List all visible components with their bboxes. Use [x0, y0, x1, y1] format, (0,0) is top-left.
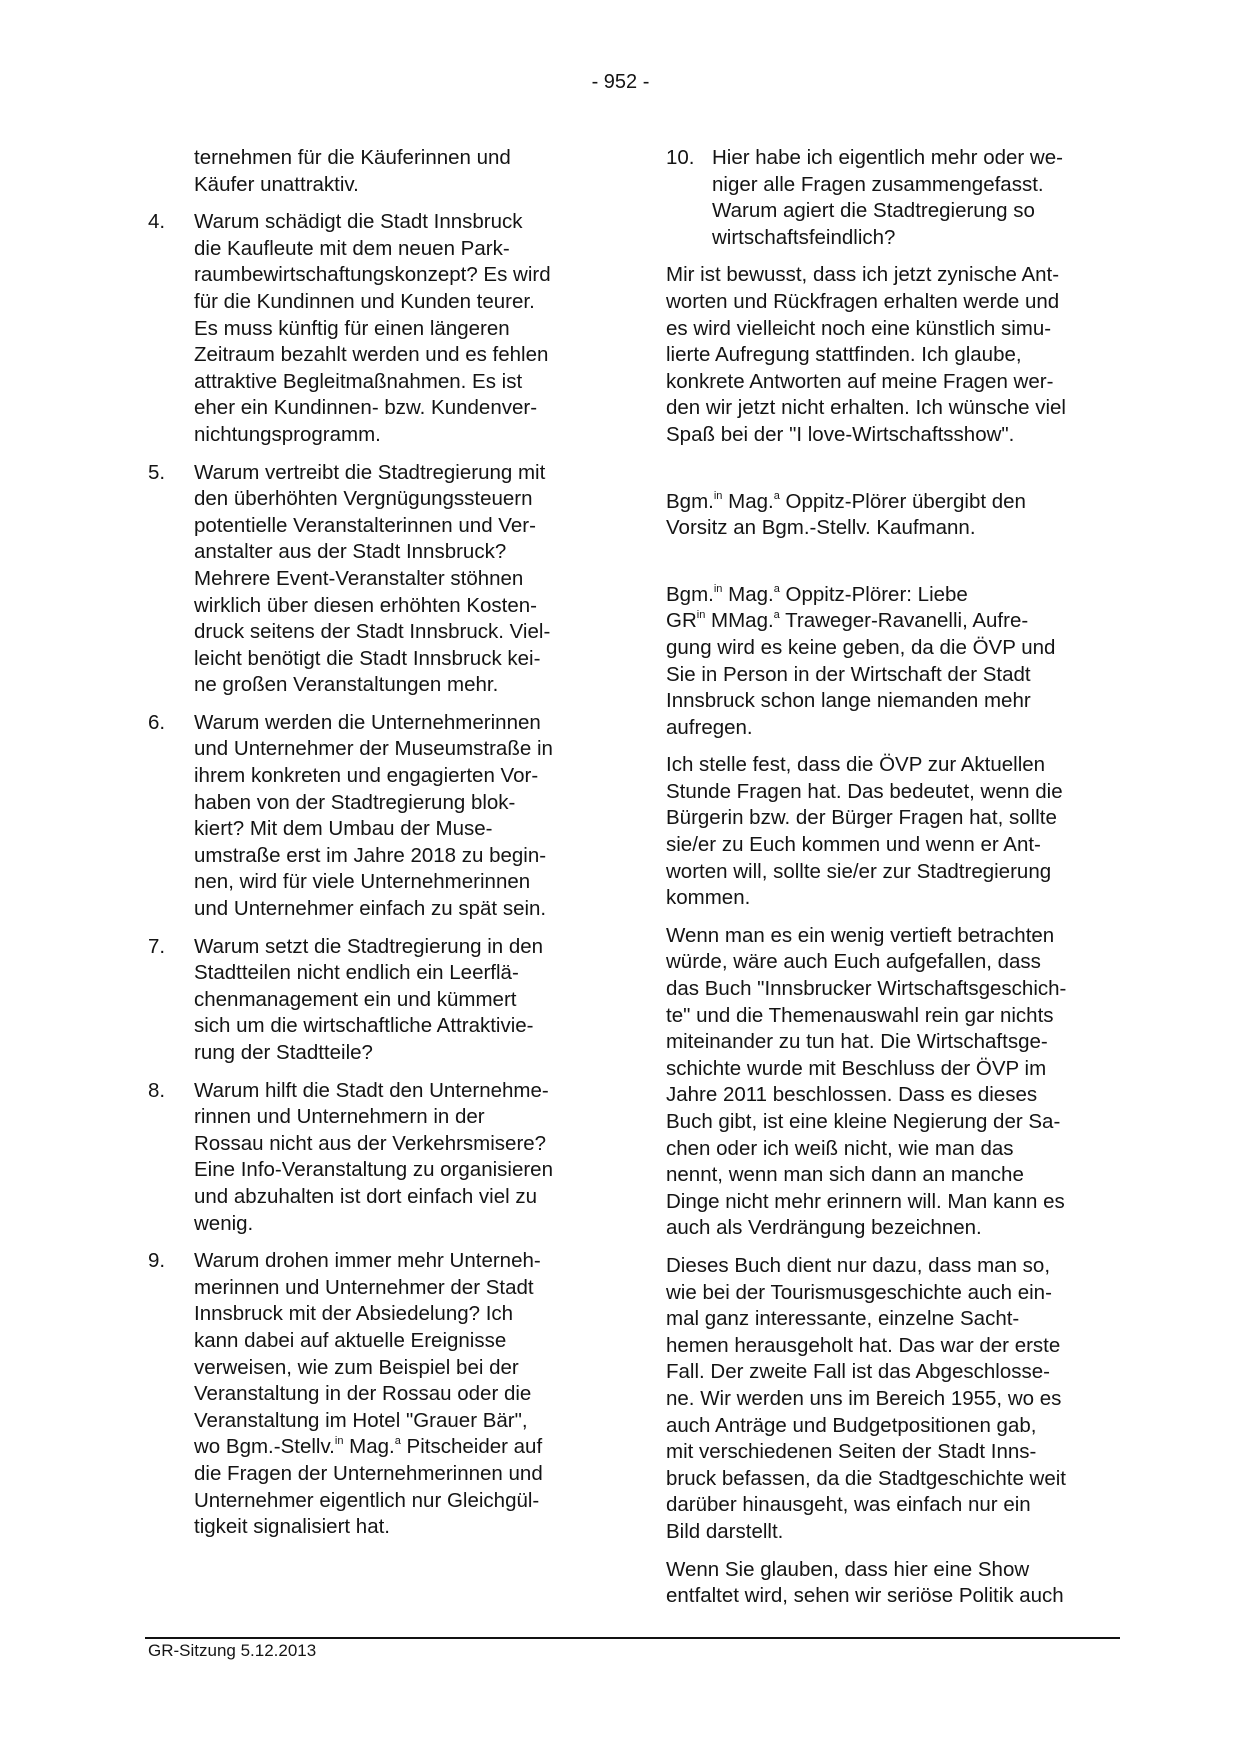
paragraph [666, 1557, 1126, 1610]
text-fragment: wo Bgm.-Stellv. [194, 1435, 335, 1459]
text-line-with-titles [666, 489, 1126, 516]
left-column [148, 145, 608, 1552]
item-number: 9. [148, 1249, 166, 1273]
paragraph [666, 752, 1126, 912]
item-number: 5. [148, 460, 166, 484]
item-number: 10. [666, 146, 695, 169]
text-line: worten will, sollte sie/er zur Stadtregierung [666, 859, 1052, 883]
item-number: 8. [148, 1078, 166, 1102]
paragraph-closing-remark [666, 262, 1126, 448]
text-line: wirklich über diesen erhöhten Kosten- [194, 593, 537, 617]
text-line: Veranstaltung im Hotel "Grauer Bär", [194, 1408, 528, 1432]
text-line: Dieses Buch dient nur dazu, dass man so, [666, 1253, 1051, 1277]
text-line: wie bei der Tourismusgeschichte auch ein- [666, 1280, 1052, 1304]
text-line: anstalter aus der Stadt Innsbruck? [194, 540, 507, 564]
text-line: Warum vertreibt die Stadtregierung mit [194, 460, 546, 484]
text-line: rinnen und Unternehmern in der [194, 1105, 485, 1129]
text-line: Bürgerin bzw. der Bürger Fragen hat, sollte [666, 806, 1057, 830]
item-number: 6. [148, 710, 166, 734]
text-line: nennt, wenn man sich dann an manche [666, 1163, 1024, 1187]
title-superscript: a [773, 489, 780, 502]
text-line: Warum agiert die Stadtregierung so [712, 199, 1035, 223]
paragraph [666, 1253, 1126, 1546]
text-fragment: Mag. [722, 582, 774, 606]
text-line: te" und die Themenauswahl rein gar nichts [666, 1003, 1054, 1027]
text-line: die Fragen der Unternehmerinnen und [194, 1461, 543, 1485]
text-line: Stadtteilen nicht endlich ein Leerflä- [194, 961, 519, 985]
text-line: eher ein Kundinnen- bzw. Kundenver- [194, 396, 538, 420]
text-line: bruck befassen, da die Stadtgeschichte weit [666, 1466, 1066, 1490]
text-line: leicht benötigt die Stadt Innsbruck kei- [194, 646, 541, 670]
text-line: und Unternehmer der Museumstraße in [194, 737, 553, 761]
text-line: Veranstaltung in der Rossau oder die [194, 1382, 532, 1406]
text-line: gung wird es keine geben, da die ÖVP und [666, 635, 1056, 659]
page-number: - 952 - [591, 71, 650, 93]
text-line: Hier habe ich eigentlich mehr oder we- [712, 146, 1063, 169]
text-line: haben von der Stadtregierung blok- [194, 790, 516, 814]
list-item-6 [148, 710, 608, 923]
text-line: umstraße erst im Jahre 2018 zu begin- [194, 843, 547, 867]
text-line: verweisen, wie zum Beispiel bei der [194, 1355, 519, 1379]
text-line: entfaltet wird, sehen wir seriöse Politik auch [666, 1584, 1064, 1608]
text-line: ternehmen für die Käuferinnen und [194, 146, 511, 169]
text-line: Vorsitz an Bgm.-Stellv. Kaufmann. [666, 516, 976, 540]
footer-session-date: GR-Sitzung 5.12.2013 [148, 1641, 317, 1660]
text-fragment: Mag. [343, 1435, 395, 1459]
text-line: miteinander zu tun hat. Die Wirtschaftsge- [666, 1030, 1048, 1054]
title-superscript: in [334, 1435, 344, 1448]
text-line: Dinge nicht mehr erinnern will. Man kann es [666, 1189, 1065, 1213]
title-superscript: a [773, 582, 780, 595]
text-fragment: Bgm. [666, 582, 714, 606]
text-line: merinnen und Unternehmer der Stadt [194, 1275, 534, 1299]
text-fragment: Oppitz-Plörer übergibt den [779, 489, 1026, 513]
speaker-line [666, 582, 1126, 609]
title-superscript: a [394, 1435, 401, 1448]
text-line: Eine Info-Veranstaltung zu organisieren [194, 1158, 553, 1182]
text-line: Mir ist bewusst, dass ich jetzt zynische Ant- [666, 263, 1060, 287]
text-fragment: Mag. [722, 489, 774, 513]
text-line: rung der Stadtteile? [194, 1041, 373, 1064]
text-line: chenmanagement ein und kümmert [194, 987, 517, 1011]
text-fragment: MMag. [705, 609, 774, 633]
list-item-10 [666, 145, 1126, 251]
text-line: raumbewirtschaftungskonzept? Es wird [194, 263, 551, 287]
text-line: auch Anträge und Budgetpositionen gab, [666, 1413, 1037, 1437]
text-line: Fall. Der zweite Fall ist das Abgeschlosse- [666, 1360, 1050, 1384]
right-column [666, 145, 1126, 1621]
text-line: potentielle Veranstalterinnen und Ver- [194, 513, 536, 537]
text-line: Es muss künftig für einen längeren [194, 316, 510, 340]
title-superscript: in [713, 489, 723, 502]
text-line: kommen. [666, 886, 751, 910]
text-line: auch als Verdrängung bezeichnen. [666, 1216, 982, 1240]
title-superscript: in [713, 582, 723, 595]
text-line: worten und Rückfragen erhalten werde und [666, 289, 1060, 313]
list-item-5 [148, 460, 608, 699]
text-line: und abzuhalten ist dort einfach viel zu [194, 1184, 538, 1208]
text-line: ne. Wir werden uns im Bereich 1955, wo es [666, 1386, 1062, 1410]
text-line: attraktive Begleitmaßnahmen. Es ist [194, 369, 523, 393]
text-line: Wenn Sie glauben, dass hier eine Show [666, 1557, 1030, 1581]
text-line: Warum hilft die Stadt den Unternehme- [194, 1078, 549, 1102]
text-line: ihrem konkreten und engagierten Vor- [194, 764, 539, 788]
text-line: nichtungsprogramm. [194, 422, 381, 446]
paragraph [666, 923, 1126, 1242]
text-line: Ich stelle fest, dass die ÖVP zur Aktuellen [666, 753, 1046, 777]
text-line: für die Kundinnen und Kunden teurer. [194, 289, 535, 313]
speaker-reply [666, 582, 1126, 742]
text-line-with-titles [194, 1434, 608, 1461]
text-line: wenig. [194, 1211, 254, 1235]
text-line: Käufer unattraktiv. [194, 172, 359, 196]
list-item-7 [148, 934, 608, 1067]
text-line: nen, wird für viele Unternehmerinnen [194, 870, 531, 894]
text-line: und Unternehmer einfach zu spät sein. [194, 897, 547, 921]
text-line: konkrete Antworten auf meine Fragen wer- [666, 369, 1054, 393]
text-line: Warum drohen immer mehr Unterneh- [194, 1249, 541, 1273]
text-line: Wenn man es ein wenig vertieft betrachten [666, 923, 1055, 947]
text-line: das Buch "Innsbrucker Wirtschaftsgeschich- [666, 977, 1067, 1001]
text-line: Jahre 2011 beschlossen. Dass es dieses [666, 1083, 1038, 1107]
text-fragment: GR [666, 609, 697, 633]
list-item-4 [148, 209, 608, 448]
list-item-9 [148, 1248, 608, 1541]
text-line: hemen herausgeholt hat. Das war der erste [666, 1333, 1061, 1357]
text-line: kann dabei auf aktuelle Ereignisse [194, 1328, 507, 1352]
text-line: Unternehmer eigentlich nur Gleichgül- [194, 1488, 540, 1512]
text-line: tigkeit signalisiert hat. [194, 1515, 390, 1539]
text-line: Buch gibt, ist eine kleine Negierung der Sa- [666, 1110, 1061, 1133]
text-fragment: Oppitz-Plörer: Liebe [779, 582, 968, 606]
text-line: Spaß bei der "I love-Wirtschaftsshow". [666, 422, 1015, 446]
text-line: lierte Aufregung stattfinden. Ich glaube, [666, 343, 1022, 367]
text-line: kiert? Mit dem Umbau der Muse- [194, 817, 493, 841]
text-line: wirtschaftsfeindlich? [712, 225, 896, 249]
text-line: schichte wurde mit Beschluss der ÖVP im [666, 1056, 1047, 1080]
text-line: Rossau nicht aus der Verkehrsmisere? [194, 1131, 547, 1155]
text-fragment: Bgm. [666, 489, 714, 513]
item-number: 4. [148, 210, 166, 234]
list-item-8 [148, 1078, 608, 1238]
text-line: niger alle Fragen zusammengefasst. [712, 172, 1044, 196]
text-line: Stunde Fragen hat. Das bedeutet, wenn die [666, 779, 1063, 803]
text-line: es wird vielleicht noch eine künstlich simu- [666, 316, 1052, 340]
text-line: die Kaufleute mit dem neuen Park- [194, 236, 510, 260]
text-line: Bild darstellt. [666, 1519, 784, 1543]
text-fragment: Traweger-Ravanelli, Aufre- [779, 609, 1029, 633]
text-line: ne großen Veranstaltungen mehr. [194, 673, 499, 697]
text-line: Warum schädigt die Stadt Innsbruck [194, 210, 523, 234]
text-line: Sie in Person in der Wirtschaft der Stadt [666, 662, 1031, 686]
text-line: sie/er zu Euch kommen und wenn er Ant- [666, 833, 1041, 857]
text-line-with-titles [666, 608, 1126, 635]
text-line: sich um die wirtschaftliche Attraktivie- [194, 1014, 534, 1038]
title-superscript: a [773, 609, 780, 622]
text-line: druck seitens der Stadt Innsbruck. Viel- [194, 620, 551, 644]
item-number: 7. [148, 934, 166, 958]
text-line: den wir jetzt nicht erhalten. Ich wünsche viel [666, 396, 1066, 420]
footer-divider [145, 1637, 1120, 1639]
text-line: chen oder ich weiß nicht, wie man das [666, 1136, 1014, 1160]
text-line: Innsbruck mit der Absiedelung? Ich [194, 1302, 514, 1326]
text-line: würde, wäre auch Euch aufgefallen, dass [666, 950, 1041, 974]
text-line: aufregen. [666, 715, 753, 739]
text-fragment: Pitscheider auf [400, 1435, 543, 1459]
text-line: darüber hinausgeht, was einfach nur ein [666, 1493, 1031, 1517]
text-line: Mehrere Event-Veranstalter stöhnen [194, 566, 524, 590]
text-line: Warum werden die Unternehmerinnen [194, 710, 541, 734]
text-line: Zeitraum bezahlt werden und es fehlen [194, 343, 549, 367]
text-line: Innsbruck schon lange niemanden mehr [666, 689, 1031, 713]
text-line: den überhöhten Vergnügungssteuern [194, 487, 533, 511]
text-line: mal ganz interessante, einzelne Sacht- [666, 1307, 1020, 1331]
text-line: mit verschiedenen Seiten der Stadt Inns- [666, 1440, 1037, 1464]
procedural-note [666, 489, 1126, 542]
text-line: Warum setzt die Stadtregierung in den [194, 934, 544, 958]
title-superscript: in [696, 609, 706, 622]
item-3-continuation [148, 145, 608, 198]
